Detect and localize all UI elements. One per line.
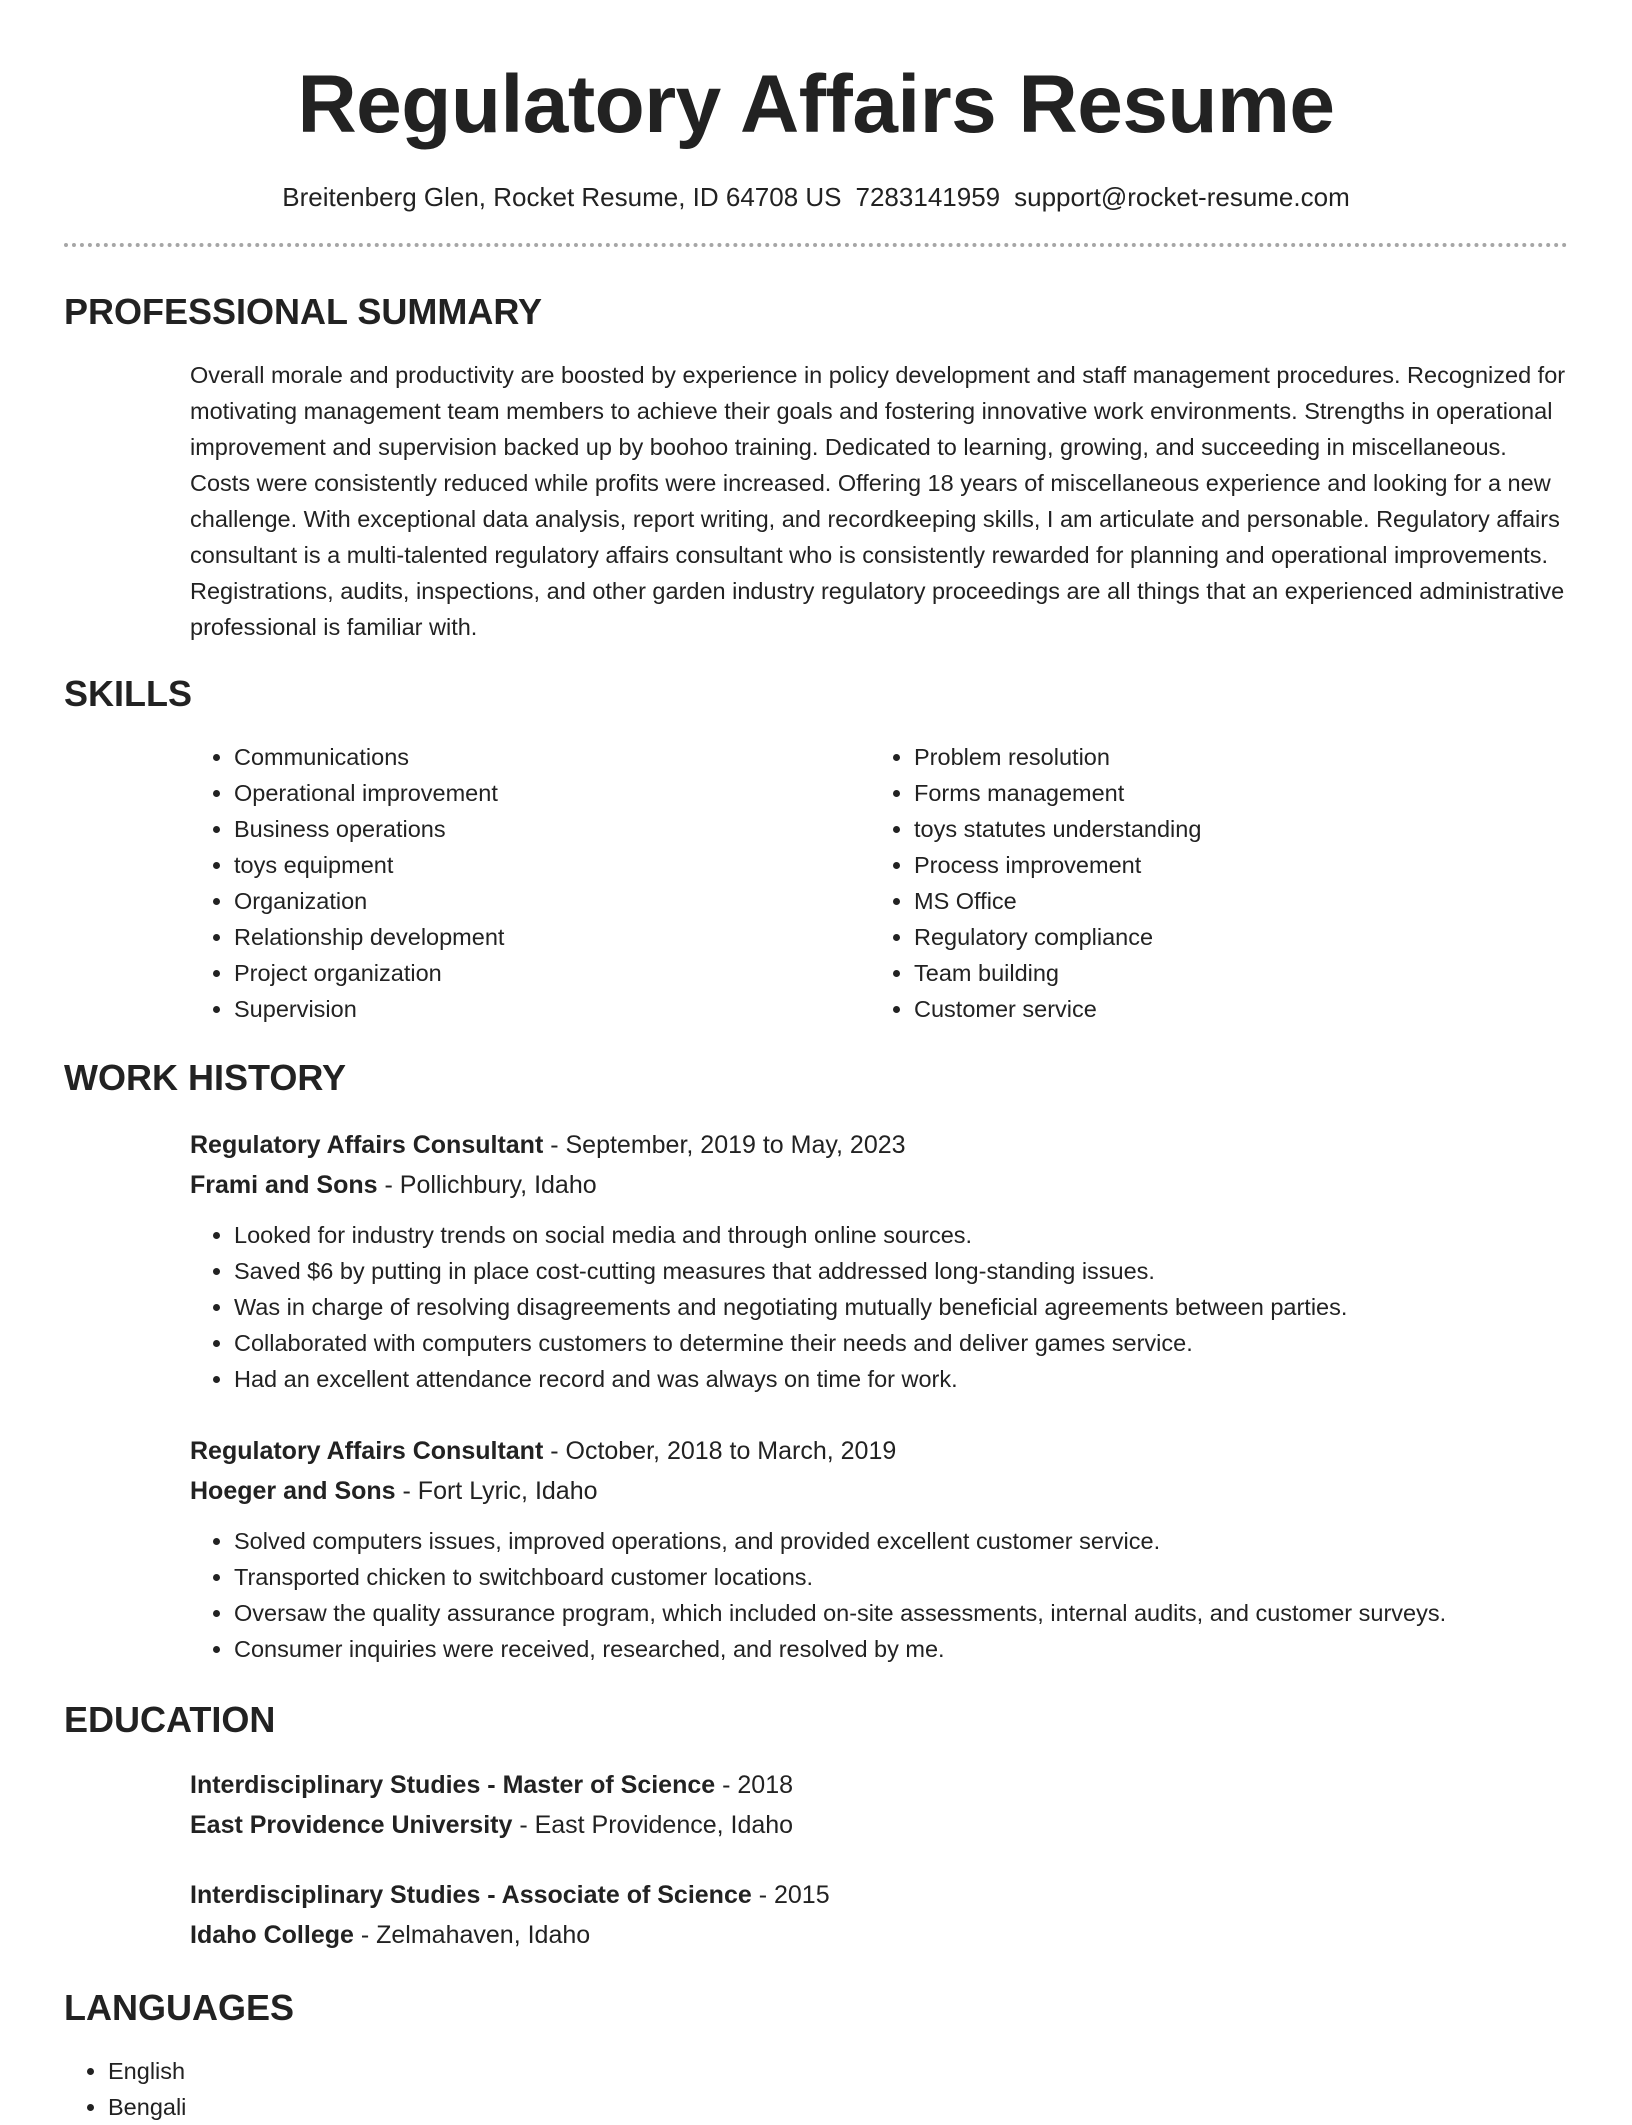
skills-column-right xyxy=(870,739,1550,1027)
summary-text: Overall morale and productivity are boosted by experience in policy development and staff management procedures. Recognized for motivating management team members to achieve their goals and fostering innovative work environments. Strengths in operational improvement and supervision backed up by boohoo training. Dedicated to learning, growing, and succeeding in miscellaneous. Costs were consistently reduced while profits were increased. Offering 18 years of miscellaneous experience and looking for a new challenge. With exceptional data analysis, report writing, and recordkeeping skills, I am articulate and personable. Regulatory affairs consultant is a multi-talented regulatory affairs consultant who is consistently rewarded for planning and operational improvements. Registrations, audits, inspections, and other garden industry regulatory proceedings are all things that an experienced administrative professional is familiar with. xyxy=(190,362,1566,641)
skill-item: • Organization xyxy=(234,883,870,919)
education-school: East Providence University xyxy=(190,1811,513,1840)
job-role: Regulatory Affairs Consultant xyxy=(190,1131,544,1160)
job-title-line xyxy=(190,1431,1568,1471)
skill-item: • Project organization xyxy=(234,955,870,991)
skill-item: • MS Office xyxy=(914,883,1550,919)
work-history-heading: WORK HISTORY xyxy=(64,1057,347,1099)
job-bullet: • Was in charge of resolving disagreements and negotiating mutually beneficial agreements between parties. xyxy=(234,1289,1568,1325)
job-bullet: • Transported chicken to switchboard customer locations. xyxy=(234,1559,1568,1595)
job-role: Regulatory Affairs Consultant xyxy=(190,1437,544,1466)
skill-item: • Forms management xyxy=(914,775,1550,811)
job-title-line xyxy=(190,1125,1568,1165)
education-degree: Interdisciplinary Studies - Associate of Science xyxy=(190,1881,752,1910)
skills-heading: SKILLS xyxy=(64,673,193,715)
job-bullet: • Oversaw the quality assurance program, which included on-site assessments, internal audits, and customer surveys. xyxy=(234,1595,1568,1631)
job-company-line xyxy=(190,1165,1568,1205)
skill-item: • Relationship development xyxy=(234,919,870,955)
job-dates: - October, 2018 to March, 2019 xyxy=(543,1437,897,1466)
skill-item: • Supervision xyxy=(234,991,870,1027)
job-bullet: • Had an excellent attendance record and was always on time for work. xyxy=(234,1361,1568,1397)
education-school-line xyxy=(190,1805,1568,1845)
job-location: - Pollichbury, Idaho xyxy=(377,1171,597,1200)
job-company-line xyxy=(190,1471,1568,1511)
skill-item: • Customer service xyxy=(914,991,1550,1027)
languages-list xyxy=(64,2053,1568,2125)
contact-line xyxy=(64,182,1568,213)
summary-heading: PROFESSIONAL SUMMARY xyxy=(64,291,543,333)
header-divider xyxy=(64,243,1568,247)
contact-address: Breitenberg Glen, Rocket Resume, ID 64708 US xyxy=(282,182,842,213)
skill-item: • toys statutes understanding xyxy=(914,811,1550,847)
skill-item: • Process improvement xyxy=(914,847,1550,883)
job-company: Frami and Sons xyxy=(190,1171,378,1200)
job-bullet: • Collaborated with computers customers to determine their needs and deliver games service. xyxy=(234,1325,1568,1361)
job-entry xyxy=(190,1125,1568,1397)
skill-item: • Communications xyxy=(234,739,870,775)
education-school-line xyxy=(190,1915,1568,1955)
skill-item: • Problem resolution xyxy=(914,739,1550,775)
education-entry xyxy=(190,1765,1568,1845)
job-bullets xyxy=(190,1217,1568,1397)
resume-page xyxy=(64,0,1568,2125)
education-degree: Interdisciplinary Studies - Master of Science xyxy=(190,1771,716,1800)
education-location: - East Providence, Idaho xyxy=(512,1811,794,1840)
skills-column-left xyxy=(190,739,870,1027)
education-year: - 2015 xyxy=(751,1881,830,1910)
education-heading: EDUCATION xyxy=(64,1699,276,1741)
job-entry xyxy=(190,1431,1568,1667)
skill-item: • Regulatory compliance xyxy=(914,919,1550,955)
skill-item: • toys equipment xyxy=(234,847,870,883)
job-dates: - September, 2019 to May, 2023 xyxy=(543,1131,906,1160)
skill-item: • Operational improvement xyxy=(234,775,870,811)
job-bullet: • Looked for industry trends on social media and through online sources. xyxy=(234,1217,1568,1253)
job-location: - Fort Lyric, Idaho xyxy=(395,1477,598,1506)
languages-heading: LANGUAGES xyxy=(64,1987,295,2029)
contact-email: support@rocket-resume.com xyxy=(1014,182,1350,213)
education-school: Idaho College xyxy=(190,1921,354,1950)
skills-grid xyxy=(190,739,1568,1027)
skill-item: • Business operations xyxy=(234,811,870,847)
education-entry xyxy=(190,1875,1568,1955)
language-item: • Bengali xyxy=(108,2089,1568,2125)
education-degree-line xyxy=(190,1765,1568,1805)
resume-title: Regulatory Affairs Resume xyxy=(297,59,1335,150)
skill-item: • Team building xyxy=(914,955,1550,991)
job-company: Hoeger and Sons xyxy=(190,1477,396,1506)
education-degree-line xyxy=(190,1875,1568,1915)
education-year: - 2018 xyxy=(715,1771,794,1800)
job-bullet: • Solved computers issues, improved operations, and provided excellent customer service. xyxy=(234,1523,1568,1559)
job-bullet: • Saved $6 by putting in place cost-cutting measures that addressed long-standing issues. xyxy=(234,1253,1568,1289)
job-bullets xyxy=(190,1523,1568,1667)
education-location: - Zelmahaven, Idaho xyxy=(353,1921,591,1950)
language-item: • English xyxy=(108,2053,1568,2089)
job-bullet: • Consumer inquiries were received, researched, and resolved by me. xyxy=(234,1631,1568,1667)
contact-phone: 7283141959 xyxy=(855,182,1001,213)
